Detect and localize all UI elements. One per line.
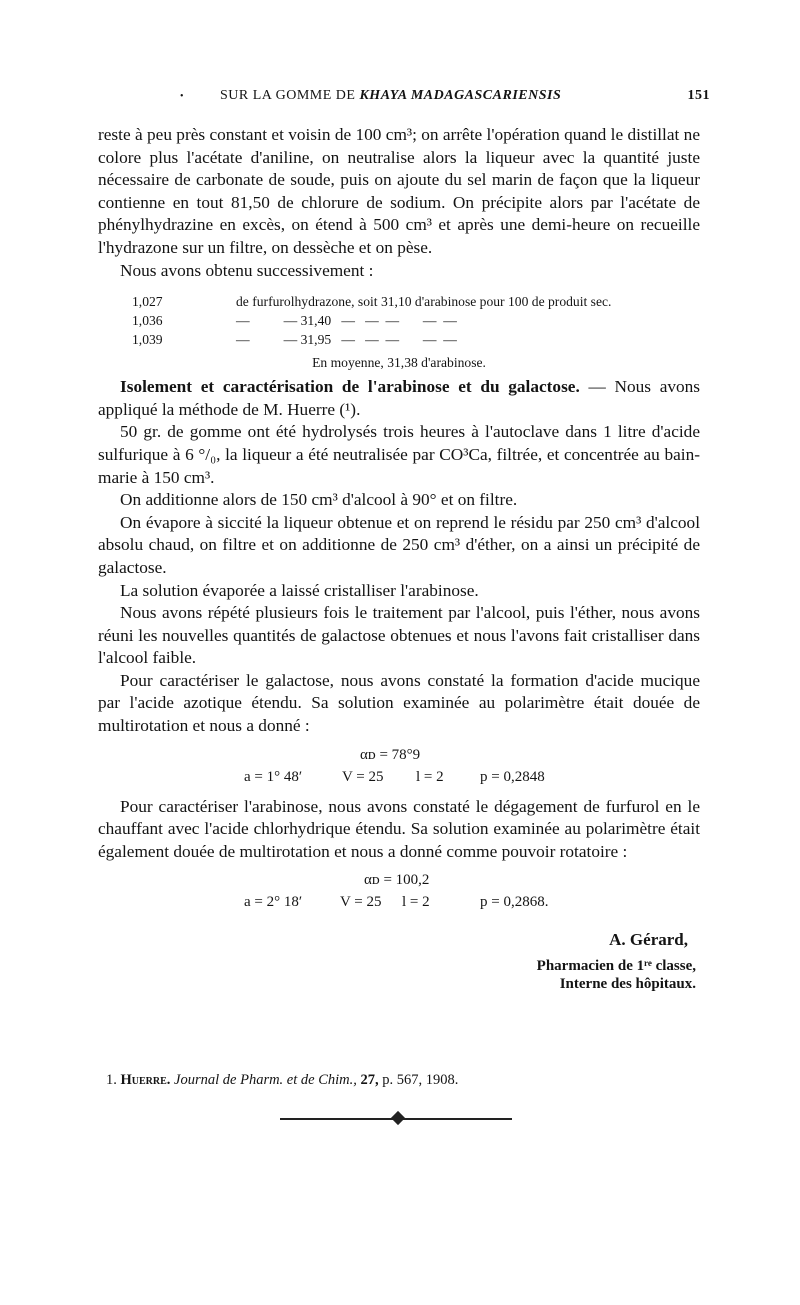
section-paragraph bbox=[98, 376, 700, 421]
end-ornament-icon bbox=[391, 1111, 405, 1125]
formula-arabinose bbox=[98, 867, 700, 915]
formula-v: V = 25 bbox=[342, 768, 384, 785]
results-row bbox=[132, 330, 700, 349]
results-row bbox=[132, 311, 700, 330]
footnote bbox=[106, 1072, 706, 1089]
paragraph-arabinose: La solution évaporée a laissé cristalliser l'arabinose. bbox=[120, 580, 479, 600]
results-mass: 1,039 bbox=[132, 332, 163, 348]
formula-alpha: αᴅ = 78°9 bbox=[360, 746, 421, 763]
footnote-journal: Journal de Pharm. et de Chim., bbox=[170, 1072, 357, 1088]
results-table bbox=[132, 292, 700, 372]
formula-a: a = 1° 48′ bbox=[244, 768, 303, 785]
formula-l: l = 2 bbox=[416, 768, 444, 785]
footnote-pages: p. 567, 1908. bbox=[378, 1072, 459, 1088]
author-affiliation: Interne des hôpitaux. bbox=[559, 976, 696, 993]
page-number: 151 bbox=[687, 88, 710, 103]
section-intro: — Nous avons appliqué la méthode de M. Huerre (¹). bbox=[98, 377, 701, 419]
results-mass: 1,027 bbox=[132, 294, 163, 310]
footnote-volume: 27, bbox=[356, 1072, 379, 1088]
paragraph-hydrolysis: 50 gr. de gomme ont été hydrolysés trois heures à l'autoclave dans 1 litre d'acide sulfurique à 6 °/₀, la liqueur a été neutralisée par CO³Ca, filtrée, et concentrée au bain-marie à 150 cm³. bbox=[98, 422, 700, 487]
running-title-species: KHAYA MADAGASCARIENSIS bbox=[359, 88, 562, 103]
formula-a: a = 2° 18′ bbox=[244, 894, 303, 911]
author-title: Pharmacien de 1ʳᵉ classe, bbox=[536, 958, 696, 975]
formula-p: p = 0,2848 bbox=[480, 768, 545, 785]
signature-block bbox=[98, 923, 700, 1003]
results-description: — — 31,40 — — — — — bbox=[236, 313, 457, 329]
running-title-prefix: SUR LA GOMME DE bbox=[220, 88, 360, 103]
paragraph-evaporation: On évapore à siccité la liqueur obtenue et on reprend le résidu par 250 cm³ d'alcool absolu chaud, on filtre et on additionne de 250 cm³ d'éther, on a ainsi un précipité de galactose. bbox=[98, 512, 700, 577]
paragraph-galactose: Pour caractériser le galactose, nous avons constaté la formation d'acide mucique par l'acide azotique étendu. Sa solution examinée au polarimètre était douée de multirotation et nous a donné : bbox=[98, 670, 700, 736]
section-title: Isolement et caractérisation de l'arabinose et du galactose. bbox=[120, 377, 580, 397]
results-row bbox=[132, 292, 700, 311]
header-dot: • bbox=[180, 91, 185, 102]
formula-p: p = 0,2868. bbox=[480, 894, 549, 911]
results-mass: 1,036 bbox=[132, 313, 163, 329]
formula-galactose bbox=[98, 742, 700, 790]
results-description: de furfurolhydrazone, soit 31,10 d'arabinose pour 100 de produit sec. bbox=[236, 294, 612, 310]
running-title bbox=[220, 88, 561, 104]
running-header bbox=[160, 88, 710, 112]
results-average: En moyenne, 31,38 d'arabinose. bbox=[312, 355, 486, 371]
author-name: A. Gérard, bbox=[609, 930, 688, 950]
paragraph-results-intro: Nous avons obtenu successivement : bbox=[120, 260, 374, 280]
paragraph-repeat: Nous avons répété plusieurs fois le traitement par l'alcool, puis l'éther, nous avons réuni les nouvelles quantités de galactose obtenues et nous l'avons fait cristalliser dans l'alcool faible. bbox=[98, 603, 700, 668]
formula-v: V = 25 bbox=[340, 894, 382, 911]
paragraph-alcohol: On additionne alors de 150 cm³ d'alcool à 90° et on filtre. bbox=[120, 490, 518, 510]
results-description: — — 31,95 — — — — — bbox=[236, 332, 457, 348]
footnote-author: Huerre. bbox=[120, 1072, 171, 1088]
paragraph-continuation: reste à peu près constant et voisin de 100 cm³; on arrête l'opération quand le distillat ne colore plus l'acétate d'aniline, on neutralise alors la liqueur avec la quantité juste nécessaire de carbonate de soude, puis on ajoute du sel marin de façon que la liqueur contienne en tout 81,50 de chlorure de sodium. On précipite alors par l'acétate de phénylhydrazine en excès, on étend à 500 cm³ et après une demi-heure on recueille l'hydrazone sur un filtre, on dessèche et on pèse. bbox=[98, 125, 700, 257]
paragraph-arabinose-test: Pour caractériser l'arabinose, nous avons constaté le dégagement de furfurol en le chauffant avec l'acide chlorhydrique étendu. Sa solution examinée au polarimètre était également douée de multirotation et nous a donné comme pouvoir rotatoire : bbox=[98, 796, 700, 861]
footnote-number: 1. bbox=[106, 1072, 121, 1088]
body-text bbox=[98, 124, 700, 1003]
formula-l: l = 2 bbox=[402, 894, 430, 911]
formula-alpha: αᴅ = 100,2 bbox=[364, 872, 430, 889]
